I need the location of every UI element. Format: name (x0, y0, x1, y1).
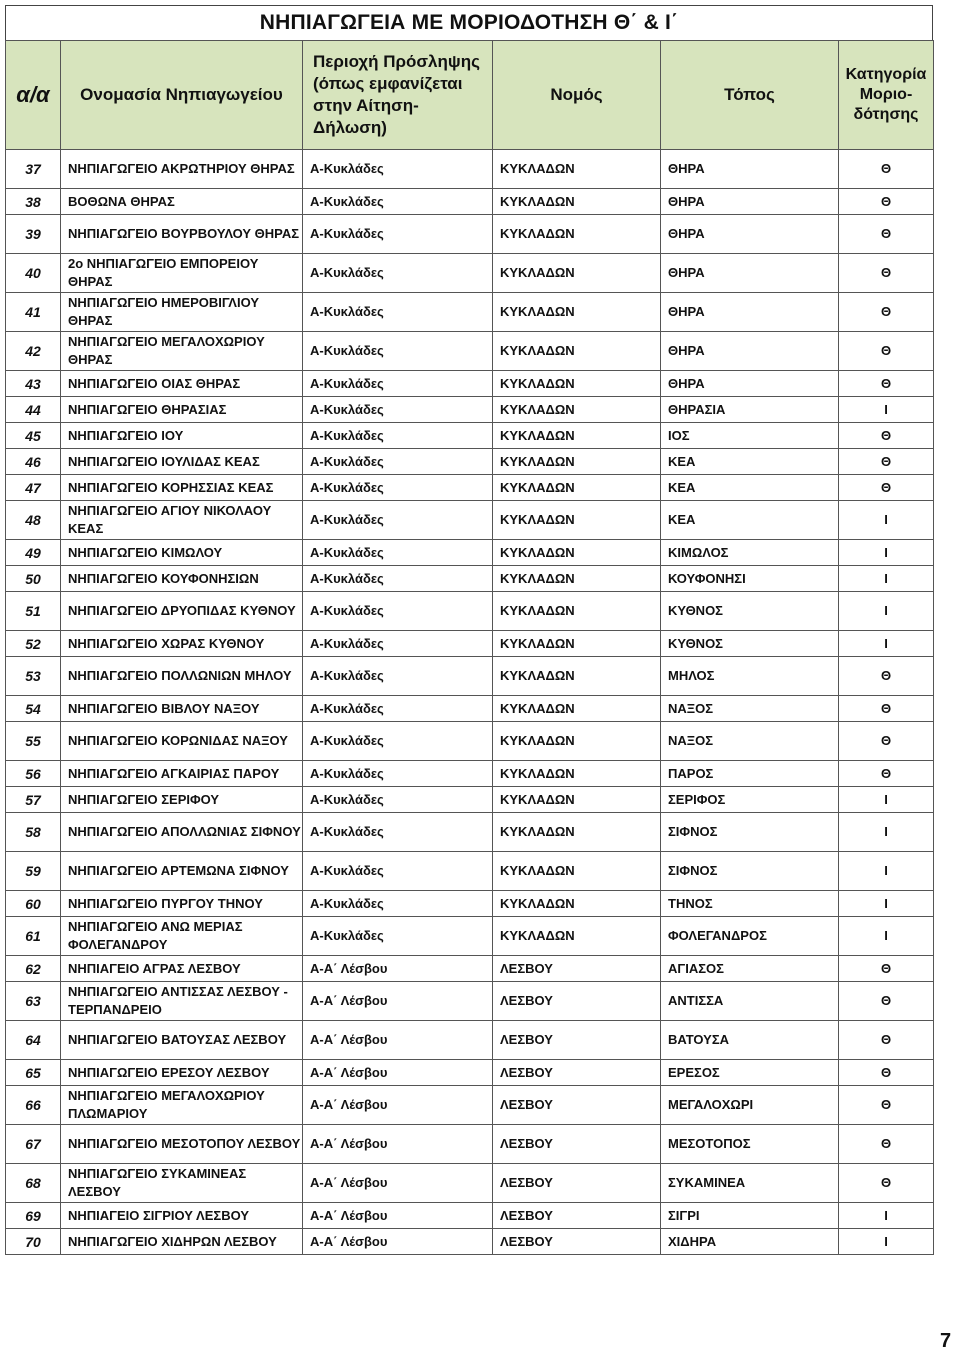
cell-aa: 54 (6, 696, 61, 722)
cell-region: Α-Κυκλάδες (303, 254, 493, 293)
cell-kindergarten-name: ΝΗΠΙΑΓΩΓΕΙΟ ΣΕΡΙΦΟΥ (61, 787, 303, 813)
table-row (6, 982, 934, 1021)
cell-region: Α-Κυκλάδες (303, 917, 493, 956)
cell-region: Α-Κυκλάδες (303, 761, 493, 787)
cell-prefecture: ΚΥΚΛΑΔΩΝ (493, 657, 661, 696)
cell-region: Α-Κυκλάδες (303, 592, 493, 631)
cell-category: Θ (839, 722, 934, 761)
cell-prefecture: ΚΥΚΛΑΔΩΝ (493, 631, 661, 657)
cell-aa: 47 (6, 475, 61, 501)
cell-region: Α-Κυκλάδες (303, 423, 493, 449)
cell-category: Θ (839, 150, 934, 189)
table-row (6, 813, 934, 852)
cell-prefecture: ΛΕΣΒΟΥ (493, 1060, 661, 1086)
cell-kindergarten-name: ΝΗΠΙΑΓΩΓΕΙΟ ΑΚΡΩΤΗΡΙΟΥ ΘΗΡΑΣ (61, 150, 303, 189)
cell-region: Α-Α΄ Λέσβου (303, 982, 493, 1021)
cell-aa: 44 (6, 397, 61, 423)
cell-prefecture: ΛΕΣΒΟΥ (493, 982, 661, 1021)
cell-category: Ι (839, 891, 934, 917)
cell-kindergarten-name: ΒΟΘΩΝΑ ΘΗΡΑΣ (61, 189, 303, 215)
cell-kindergarten-name: ΝΗΠΙΑΓΩΓΕΙΟ ΠΟΛΛΩΝΙΩΝ ΜΗΛΟΥ (61, 657, 303, 696)
cell-region: Α-Κυκλάδες (303, 332, 493, 371)
cell-place: ΣΕΡΙΦΟΣ (661, 787, 839, 813)
cell-kindergarten-name: ΝΗΠΙΑΓΩΓΕΙΟ ΜΕΓΑΛΟΧΩΡΙΟΥ ΘΗΡΑΣ (61, 332, 303, 371)
cell-kindergarten-name: ΝΗΠΙΑΓΩΓΕΙΟ ΣΥΚΑΜΙΝΕΑΣ ΛΕΣΒΟΥ (61, 1164, 303, 1203)
cell-place: ΜΗΛΟΣ (661, 657, 839, 696)
table-row (6, 332, 934, 371)
cell-prefecture: ΚΥΚΛΑΔΩΝ (493, 189, 661, 215)
cell-prefecture: ΚΥΚΛΑΔΩΝ (493, 397, 661, 423)
cell-region: Α-Κυκλάδες (303, 852, 493, 891)
cell-aa: 42 (6, 332, 61, 371)
cell-kindergarten-name: ΝΗΠΙΑΓΩΓΕΙΟ ΧΩΡΑΣ ΚΥΘΝΟΥ (61, 631, 303, 657)
cell-region: Α-Κυκλάδες (303, 540, 493, 566)
cell-place: ΘΗΡΑ (661, 332, 839, 371)
cell-aa: 52 (6, 631, 61, 657)
cell-aa: 39 (6, 215, 61, 254)
cell-aa: 65 (6, 1060, 61, 1086)
cell-region: Α-Κυκλάδες (303, 215, 493, 254)
cell-kindergarten-name: ΝΗΠΙΑΓΩΓΕΙΟ ΔΡΥΟΠΙΔΑΣ ΚΥΘΝΟΥ (61, 592, 303, 631)
table-row (6, 657, 934, 696)
column-header-name: Ονομασία Νηπιαγωγείου (61, 41, 303, 150)
cell-prefecture: ΚΥΚΛΑΔΩΝ (493, 150, 661, 189)
cell-place: ΘΗΡΑ (661, 215, 839, 254)
table-row (6, 722, 934, 761)
cell-aa: 37 (6, 150, 61, 189)
table-row (6, 631, 934, 657)
cell-category: Ι (839, 852, 934, 891)
cell-prefecture: ΚΥΚΛΑΔΩΝ (493, 696, 661, 722)
cell-prefecture: ΛΕΣΒΟΥ (493, 1164, 661, 1203)
cell-category: Θ (839, 371, 934, 397)
cell-region: Α-Κυκλάδες (303, 449, 493, 475)
table-row (6, 397, 934, 423)
cell-region: Α-Κυκλάδες (303, 397, 493, 423)
cell-place: ΠΑΡΟΣ (661, 761, 839, 787)
cell-prefecture: ΚΥΚΛΑΔΩΝ (493, 787, 661, 813)
cell-region: Α-Α΄ Λέσβου (303, 1060, 493, 1086)
cell-prefecture: ΚΥΚΛΑΔΩΝ (493, 852, 661, 891)
cell-place: ΣΙΦΝΟΣ (661, 813, 839, 852)
cell-category: Ι (839, 540, 934, 566)
cell-place: ΚΕΑ (661, 475, 839, 501)
cell-kindergarten-name: ΝΗΠΙΑΓΕΙΟ ΣΙΓΡΙΟΥ ΛΕΣΒΟΥ (61, 1203, 303, 1229)
table-row (6, 475, 934, 501)
page-title: ΝΗΠΙΑΓΩΓΕΙΑ ΜΕ ΜΟΡΙΟΔΟΤΗΣΗ Θ΄ & Ι΄ (5, 5, 933, 40)
cell-prefecture: ΚΥΚΛΑΔΩΝ (493, 332, 661, 371)
table-body (6, 150, 934, 1255)
cell-place: ΘΗΡΑ (661, 254, 839, 293)
cell-kindergarten-name: ΝΗΠΙΑΓΩΓΕΙΟ ΜΕΓΑΛΟΧΩΡΙΟΥ ΠΛΩΜΑΡΙΟΥ (61, 1086, 303, 1125)
cell-aa: 50 (6, 566, 61, 592)
cell-aa: 63 (6, 982, 61, 1021)
table-row (6, 956, 934, 982)
cell-aa: 68 (6, 1164, 61, 1203)
cell-aa: 45 (6, 423, 61, 449)
cell-kindergarten-name: ΝΗΠΙΑΓΩΓΕΙΟ ΚΟΡΩΝΙΔΑΣ ΝΑΞΟΥ (61, 722, 303, 761)
cell-category: Θ (839, 475, 934, 501)
cell-region: Α-Κυκλάδες (303, 657, 493, 696)
cell-kindergarten-name: ΝΗΠΙΑΓΩΓΕΙΟ ΚΙΜΩΛΟΥ (61, 540, 303, 566)
cell-prefecture: ΚΥΚΛΑΔΩΝ (493, 592, 661, 631)
cell-region: Α-Α΄ Λέσβου (303, 1203, 493, 1229)
cell-aa: 69 (6, 1203, 61, 1229)
cell-region: Α-Κυκλάδες (303, 787, 493, 813)
cell-prefecture: ΚΥΚΛΑΔΩΝ (493, 540, 661, 566)
cell-kindergarten-name: 2ο ΝΗΠΙΑΓΩΓΕΙΟ ΕΜΠΟΡΕΙΟΥ ΘΗΡΑΣ (61, 254, 303, 293)
cell-kindergarten-name: ΝΗΠΙΑΓΩΓΕΙΟ ΟΙΑΣ ΘΗΡΑΣ (61, 371, 303, 397)
cell-kindergarten-name: ΝΗΠΙΑΓΩΓΕΙΟ ΑΝΩ ΜΕΡΙΑΣ ΦΟΛΕΓΑΝΔΡΟΥ (61, 917, 303, 956)
cell-aa: 55 (6, 722, 61, 761)
cell-place: ΤΗΝΟΣ (661, 891, 839, 917)
cell-aa: 58 (6, 813, 61, 852)
cell-prefecture: ΚΥΚΛΑΔΩΝ (493, 761, 661, 787)
cell-prefecture: ΛΕΣΒΟΥ (493, 1229, 661, 1255)
table-row (6, 293, 934, 332)
cell-region: Α-Α΄ Λέσβου (303, 1021, 493, 1060)
table-row (6, 696, 934, 722)
cell-category: Θ (839, 1021, 934, 1060)
cell-category: Θ (839, 1164, 934, 1203)
cell-category: Ι (839, 1203, 934, 1229)
cell-kindergarten-name: ΝΗΠΙΑΓΩΓΕΙΟ ΑΓΙΟΥ ΝΙΚΟΛΑΟΥ ΚΕΑΣ (61, 501, 303, 540)
cell-place: ΘΗΡΑ (661, 150, 839, 189)
cell-kindergarten-name: ΝΗΠΙΑΓΩΓΕΙΟ ΗΜΕΡΟΒΙΓΛΙΟΥ ΘΗΡΑΣ (61, 293, 303, 332)
cell-prefecture: ΚΥΚΛΑΔΩΝ (493, 501, 661, 540)
cell-category: Θ (839, 956, 934, 982)
cell-kindergarten-name: ΝΗΠΙΑΓΩΓΕΙΟ ΙΟΥ (61, 423, 303, 449)
table-row (6, 449, 934, 475)
cell-category: Ι (839, 397, 934, 423)
cell-category: Ι (839, 566, 934, 592)
cell-place: ΚΕΑ (661, 449, 839, 475)
cell-category: Ι (839, 592, 934, 631)
cell-aa: 66 (6, 1086, 61, 1125)
cell-aa: 41 (6, 293, 61, 332)
cell-kindergarten-name: ΝΗΠΙΑΓΩΓΕΙΟ ΑΡΤΕΜΩΝΑ ΣΙΦΝΟΥ (61, 852, 303, 891)
cell-aa: 62 (6, 956, 61, 982)
cell-aa: 60 (6, 891, 61, 917)
cell-category: Θ (839, 1125, 934, 1164)
cell-place: ΚΕΑ (661, 501, 839, 540)
cell-aa: 61 (6, 917, 61, 956)
cell-aa: 59 (6, 852, 61, 891)
table-row (6, 1021, 934, 1060)
cell-prefecture: ΚΥΚΛΑΔΩΝ (493, 215, 661, 254)
cell-category: Θ (839, 1060, 934, 1086)
cell-region: Α-Κυκλάδες (303, 501, 493, 540)
cell-category: Ι (839, 1229, 934, 1255)
cell-place: ΦΟΛΕΓΑΝΔΡΟΣ (661, 917, 839, 956)
cell-place: ΧΙΔΗΡΑ (661, 1229, 839, 1255)
cell-place: ΜΕΣΟΤΟΠΟΣ (661, 1125, 839, 1164)
cell-category: Θ (839, 1086, 934, 1125)
cell-place: ΕΡΕΣΟΣ (661, 1060, 839, 1086)
cell-place: ΒΑΤΟΥΣΑ (661, 1021, 839, 1060)
cell-place: ΙΟΣ (661, 423, 839, 449)
table-row (6, 150, 934, 189)
table-row (6, 852, 934, 891)
table-row (6, 1125, 934, 1164)
column-header-region: Περιοχή Πρόσληψης (όπως εμφανίζεται στην Αίτηση-Δήλωση) (303, 41, 493, 150)
cell-place: ΑΓΙΑΣΟΣ (661, 956, 839, 982)
cell-prefecture: ΛΕΣΒΟΥ (493, 1203, 661, 1229)
cell-aa: 70 (6, 1229, 61, 1255)
cell-place: ΣΥΚΑΜΙΝΕΑ (661, 1164, 839, 1203)
table-row (6, 254, 934, 293)
cell-prefecture: ΚΥΚΛΑΔΩΝ (493, 293, 661, 332)
cell-prefecture: ΚΥΚΛΑΔΩΝ (493, 813, 661, 852)
cell-place: ΝΑΞΟΣ (661, 696, 839, 722)
cell-region: Α-Κυκλάδες (303, 722, 493, 761)
cell-region: Α-Κυκλάδες (303, 475, 493, 501)
cell-prefecture: ΛΕΣΒΟΥ (493, 1086, 661, 1125)
cell-kindergarten-name: ΝΗΠΙΑΓΩΓΕΙΟ ΘΗΡΑΣΙΑΣ (61, 397, 303, 423)
table-row (6, 891, 934, 917)
table-row (6, 501, 934, 540)
cell-place: ΚΥΘΝΟΣ (661, 592, 839, 631)
cell-category: Θ (839, 332, 934, 371)
cell-place: ΚΙΜΩΛΟΣ (661, 540, 839, 566)
cell-prefecture: ΚΥΚΛΑΔΩΝ (493, 566, 661, 592)
cell-place: ΘΗΡΑΣΙΑ (661, 397, 839, 423)
cell-aa: 64 (6, 1021, 61, 1060)
cell-prefecture: ΚΥΚΛΑΔΩΝ (493, 449, 661, 475)
cell-aa: 46 (6, 449, 61, 475)
cell-prefecture: ΚΥΚΛΑΔΩΝ (493, 254, 661, 293)
cell-region: Α-Κυκλάδες (303, 150, 493, 189)
cell-prefecture: ΚΥΚΛΑΔΩΝ (493, 423, 661, 449)
table-row (6, 423, 934, 449)
cell-region: Α-Κυκλάδες (303, 566, 493, 592)
cell-kindergarten-name: ΝΗΠΙΑΓΩΓΕΙΟ ΠΥΡΓΟΥ ΤΗΝΟΥ (61, 891, 303, 917)
cell-kindergarten-name: ΝΗΠΙΑΓΩΓΕΙΟ ΚΟΥΦΟΝΗΣΙΩΝ (61, 566, 303, 592)
table-row (6, 917, 934, 956)
cell-region: Α-Α΄ Λέσβου (303, 956, 493, 982)
column-header-category: Κατηγορία Μοριο-δότησης (839, 41, 934, 150)
cell-category: Θ (839, 215, 934, 254)
table-row (6, 787, 934, 813)
cell-category: Θ (839, 657, 934, 696)
cell-aa: 67 (6, 1125, 61, 1164)
cell-region: Α-Κυκλάδες (303, 696, 493, 722)
table-row (6, 540, 934, 566)
cell-category: Ι (839, 631, 934, 657)
table-row (6, 592, 934, 631)
cell-prefecture: ΚΥΚΛΑΔΩΝ (493, 891, 661, 917)
cell-kindergarten-name: ΝΗΠΙΑΓΩΓΕΙΟ ΜΕΣΟΤΟΠΟΥ ΛΕΣΒΟΥ (61, 1125, 303, 1164)
cell-aa: 57 (6, 787, 61, 813)
cell-place: ΘΗΡΑ (661, 371, 839, 397)
column-header-prefecture: Νομός (493, 41, 661, 150)
cell-prefecture: ΚΥΚΛΑΔΩΝ (493, 917, 661, 956)
cell-category: Ι (839, 813, 934, 852)
cell-category: Θ (839, 293, 934, 332)
cell-place: ΘΗΡΑ (661, 189, 839, 215)
table-row (6, 1086, 934, 1125)
table-row (6, 566, 934, 592)
cell-category: Θ (839, 449, 934, 475)
cell-place: ΑΝΤΙΣΣΑ (661, 982, 839, 1021)
cell-place: ΘΗΡΑ (661, 293, 839, 332)
cell-region: Α-Κυκλάδες (303, 371, 493, 397)
cell-region: Α-Κυκλάδες (303, 631, 493, 657)
page-number: 7 (940, 1330, 952, 1352)
cell-region: Α-Κυκλάδες (303, 891, 493, 917)
cell-aa: 38 (6, 189, 61, 215)
cell-kindergarten-name: ΝΗΠΙΑΓΩΓΕΙΟ ΕΡΕΣΟΥ ΛΕΣΒΟΥ (61, 1060, 303, 1086)
cell-place: ΣΙΓΡΙ (661, 1203, 839, 1229)
cell-prefecture: ΚΥΚΛΑΔΩΝ (493, 475, 661, 501)
kindergartens-table (5, 40, 934, 1255)
cell-prefecture: ΛΕΣΒΟΥ (493, 1021, 661, 1060)
cell-region: Α-Α΄ Λέσβου (303, 1229, 493, 1255)
cell-region: Α-Κυκλάδες (303, 813, 493, 852)
table-row (6, 1229, 934, 1255)
table-row (6, 1164, 934, 1203)
table-row (6, 371, 934, 397)
table-row (6, 1060, 934, 1086)
cell-place: ΜΕΓΑΛΟΧΩΡΙ (661, 1086, 839, 1125)
cell-kindergarten-name: ΝΗΠΙΑΓΩΓΕΙΟ ΑΠΟΛΛΩΝΙΑΣ ΣΙΦΝΟΥ (61, 813, 303, 852)
cell-kindergarten-name: ΝΗΠΙΑΓΩΓΕΙΟ ΙΟΥΛΙΔΑΣ ΚΕΑΣ (61, 449, 303, 475)
cell-aa: 51 (6, 592, 61, 631)
column-header-place: Τόπος (661, 41, 839, 150)
cell-aa: 49 (6, 540, 61, 566)
column-header-aa: α/α (6, 41, 61, 150)
cell-aa: 56 (6, 761, 61, 787)
cell-kindergarten-name: ΝΗΠΙΑΓΩΓΕΙΟ ΑΓΚΑΙΡΙΑΣ ΠΑΡΟΥ (61, 761, 303, 787)
cell-region: Α-Α΄ Λέσβου (303, 1086, 493, 1125)
table-header-row (6, 41, 934, 150)
cell-place: ΚΥΘΝΟΣ (661, 631, 839, 657)
cell-kindergarten-name: ΝΗΠΙΑΓΕΙΟ ΑΓΡΑΣ ΛΕΣΒΟΥ (61, 956, 303, 982)
cell-category: Θ (839, 189, 934, 215)
cell-region: Α-Κυκλάδες (303, 189, 493, 215)
cell-aa: 43 (6, 371, 61, 397)
cell-category: Θ (839, 696, 934, 722)
cell-kindergarten-name: ΝΗΠΙΑΓΩΓΕΙΟ ΒΑΤΟΥΣΑΣ ΛΕΣΒΟΥ (61, 1021, 303, 1060)
cell-category: Θ (839, 254, 934, 293)
table-row (6, 189, 934, 215)
cell-place: ΣΙΦΝΟΣ (661, 852, 839, 891)
cell-region: Α-Α΄ Λέσβου (303, 1125, 493, 1164)
cell-place: ΝΑΞΟΣ (661, 722, 839, 761)
cell-kindergarten-name: ΝΗΠΙΑΓΩΓΕΙΟ ΒΙΒΛΟΥ ΝΑΞΟΥ (61, 696, 303, 722)
cell-place: ΚΟΥΦΟΝΗΣΙ (661, 566, 839, 592)
cell-category: Θ (839, 761, 934, 787)
cell-aa: 53 (6, 657, 61, 696)
cell-region: Α-Α΄ Λέσβου (303, 1164, 493, 1203)
table-row (6, 215, 934, 254)
cell-kindergarten-name: ΝΗΠΙΑΓΩΓΕΙΟ ΧΙΔΗΡΩΝ ΛΕΣΒΟΥ (61, 1229, 303, 1255)
cell-category: Ι (839, 501, 934, 540)
cell-prefecture: ΚΥΚΛΑΔΩΝ (493, 371, 661, 397)
cell-kindergarten-name: ΝΗΠΙΑΓΩΓΕΙΟ ΚΟΡΗΣΣΙΑΣ ΚΕΑΣ (61, 475, 303, 501)
table-row (6, 761, 934, 787)
cell-prefecture: ΚΥΚΛΑΔΩΝ (493, 722, 661, 761)
cell-aa: 48 (6, 501, 61, 540)
cell-region: Α-Κυκλάδες (303, 293, 493, 332)
cell-category: Ι (839, 787, 934, 813)
cell-kindergarten-name: ΝΗΠΙΑΓΩΓΕΙΟ ΒΟΥΡΒΟΥΛΟΥ ΘΗΡΑΣ (61, 215, 303, 254)
cell-kindergarten-name: ΝΗΠΙΑΓΩΓΕΙΟ ΑΝΤΙΣΣΑΣ ΛΕΣΒΟΥ - ΤΕΡΠΑΝΔΡΕΙΟ (61, 982, 303, 1021)
cell-category: Θ (839, 423, 934, 449)
cell-category: Θ (839, 982, 934, 1021)
cell-category: Ι (839, 917, 934, 956)
cell-aa: 40 (6, 254, 61, 293)
table-row (6, 1203, 934, 1229)
cell-prefecture: ΛΕΣΒΟΥ (493, 1125, 661, 1164)
cell-prefecture: ΛΕΣΒΟΥ (493, 956, 661, 982)
